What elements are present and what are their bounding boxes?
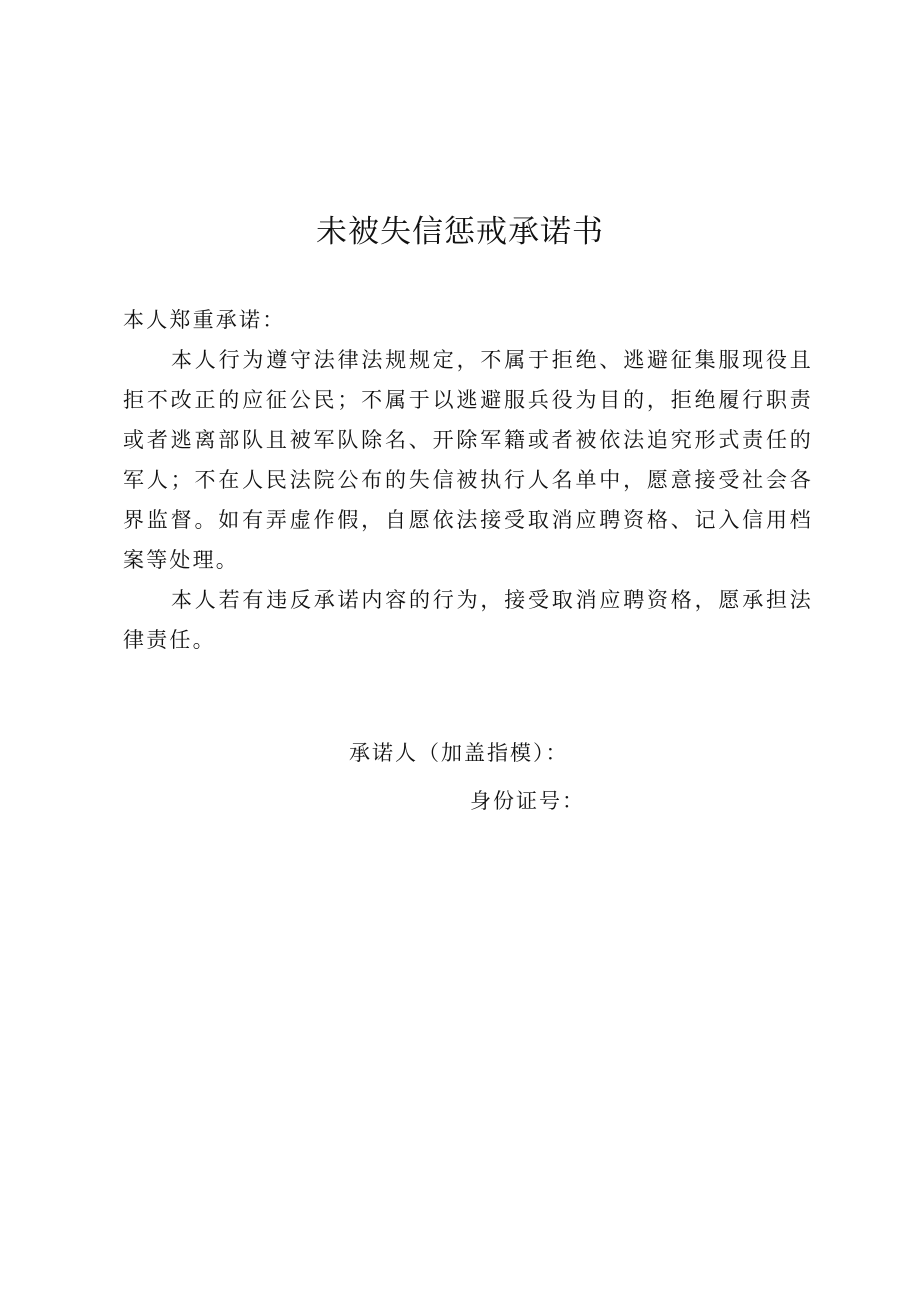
promisor-signature-label: 承诺人（加盖指模）： (349, 741, 569, 765)
document-body (123, 300, 813, 660)
commitment-paragraph-2: 本人若有违反承诺内容的行为，接受取消应聘资格，愿承担法律责任。 (123, 588, 813, 652)
greeting-line: 本人郑重承诺： (123, 308, 286, 332)
document-title: 未被失信惩戒承诺书 (316, 214, 604, 250)
id-number-label: 身份证号： (470, 789, 585, 813)
commitment-paragraph-1: 本人行为遵守法律法规规定，不属于拒绝、逃避征集服现役且拒不改正的应征公民；不属于以逃避服兵役为目的，拒绝履行职责或者逃离部队且被军队除名、开除军籍或者被依法追究形式责任的军人；不在人民法院公布的失信被执行人名单中，愿意接受社会各界监督。如有弄虚作假，自愿依法接受取消应聘资格、记入信用档案等处理。 (123, 348, 813, 572)
